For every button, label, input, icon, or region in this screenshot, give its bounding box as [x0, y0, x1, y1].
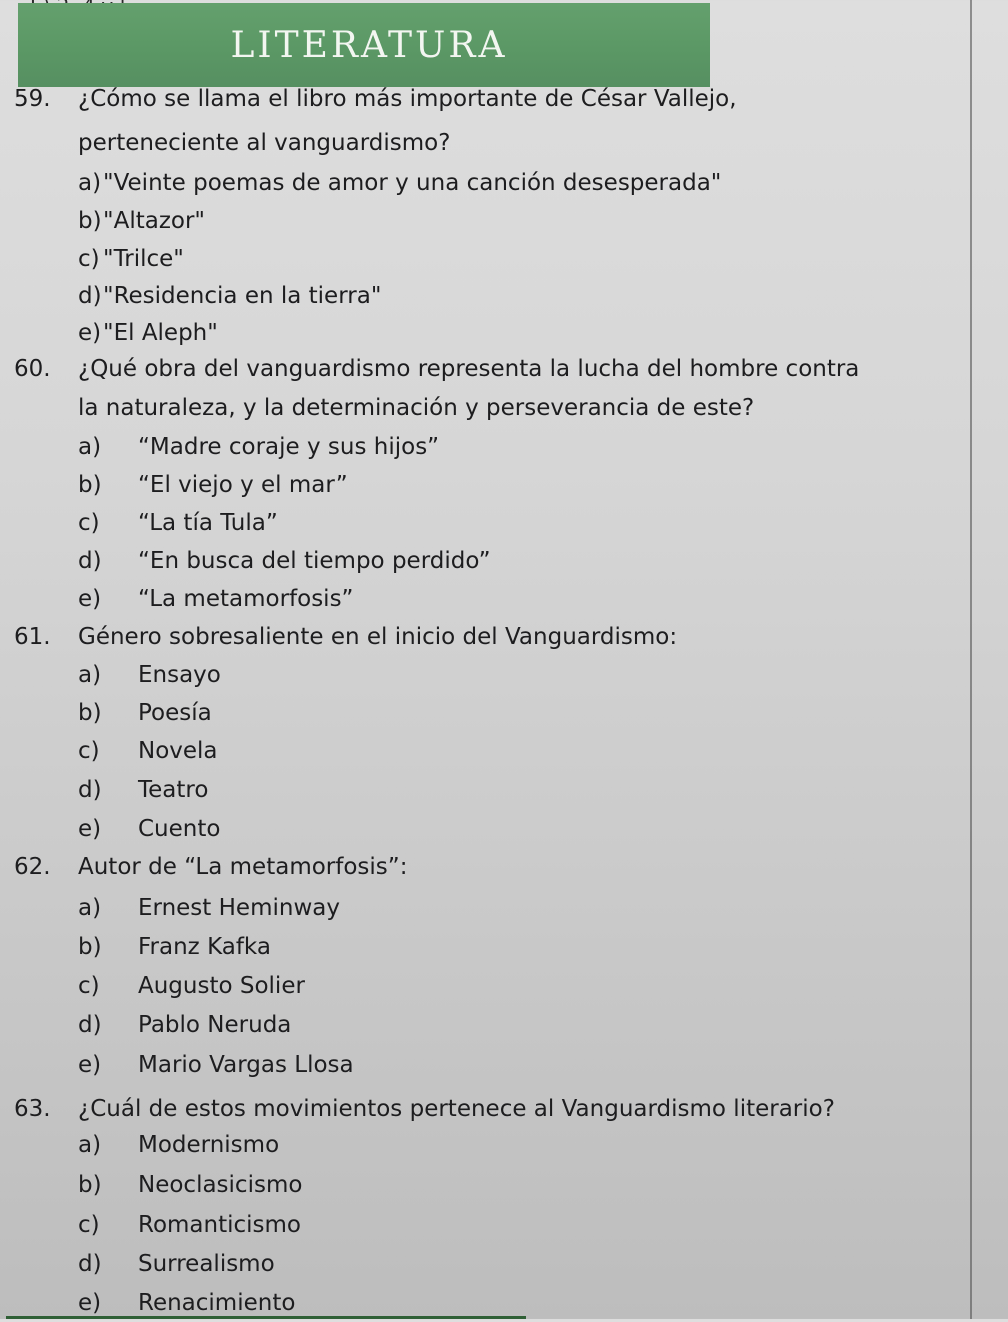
option-letter: b)	[78, 1172, 102, 1198]
option-63-b[interactable]	[78, 1166, 302, 1204]
option-letter: a)	[78, 434, 102, 460]
question-63	[14, 1090, 835, 1128]
option-61-a[interactable]	[78, 656, 221, 694]
option-text: Poesía	[138, 700, 212, 726]
option-text: "Residencia en la tierra"	[103, 283, 382, 309]
option-62-a[interactable]	[78, 889, 340, 927]
option-60-b[interactable]	[78, 466, 348, 504]
option-text: Cuento	[138, 816, 221, 842]
option-text: "El Aleph"	[103, 320, 218, 346]
option-text: Teatro	[138, 777, 209, 803]
option-60-c[interactable]	[78, 504, 278, 542]
option-61-b[interactable]	[78, 694, 212, 732]
option-61-e[interactable]	[78, 810, 220, 848]
option-text: Novela	[138, 738, 218, 764]
option-text: Romanticismo	[138, 1212, 301, 1238]
option-letter: c)	[78, 510, 100, 536]
option-61-c[interactable]	[78, 732, 218, 770]
question-text-continued: perteneciente al vanguardismo?	[78, 130, 451, 156]
option-62-e[interactable]	[78, 1046, 354, 1084]
option-letter: e)	[78, 1052, 102, 1078]
option-text: Pablo Neruda	[138, 1012, 292, 1038]
option-59-a[interactable]	[78, 164, 721, 202]
option-text: "Veinte poemas de amor y una canción desesperada"	[103, 170, 722, 196]
option-letter: b)	[78, 472, 102, 498]
option-letter: b)	[78, 208, 102, 234]
question-text-continued: la naturaleza, y la determinación y perseverancia de este?	[78, 395, 755, 421]
option-text: “La metamorfosis”	[138, 586, 354, 612]
option-text: Modernismo	[138, 1132, 280, 1158]
option-letter: c)	[78, 246, 100, 272]
option-letter: a)	[78, 1132, 102, 1158]
option-letter: b)	[78, 934, 102, 960]
option-letter: c)	[78, 973, 100, 999]
option-letter: d)	[78, 1012, 102, 1038]
option-text: Franz Kafka	[138, 934, 271, 960]
question-number: 61.	[14, 624, 51, 650]
option-letter: e)	[78, 816, 102, 842]
option-text: "Altazor"	[103, 208, 205, 234]
option-letter: c)	[78, 738, 100, 764]
option-text: Ensayo	[138, 662, 221, 688]
option-letter: a)	[78, 895, 102, 921]
question-number: 62.	[14, 854, 51, 880]
option-text: "Trilce"	[103, 246, 184, 272]
option-letter: c)	[78, 1212, 100, 1238]
option-letter: a)	[78, 170, 102, 196]
option-60-d[interactable]	[78, 542, 491, 580]
option-text: Renacimiento	[138, 1290, 296, 1316]
option-59-d[interactable]	[78, 277, 381, 315]
question-59	[14, 80, 737, 118]
option-59-b[interactable]	[78, 202, 205, 240]
option-63-a[interactable]	[78, 1126, 279, 1164]
question-text: Género sobresaliente en el inicio del Vanguardismo:	[78, 624, 678, 650]
option-59-e[interactable]	[78, 314, 218, 352]
option-text: Ernest Heminway	[138, 895, 340, 921]
option-text: Augusto Solier	[138, 973, 305, 999]
question-text: ¿Cuál de estos movimientos pertenece al Vanguardismo literario?	[78, 1096, 835, 1122]
question-61	[14, 618, 677, 656]
option-60-a[interactable]	[78, 428, 439, 466]
question-text: Autor de “La metamorfosis”:	[78, 854, 408, 880]
option-text: Neoclasicismo	[138, 1172, 303, 1198]
question-60	[14, 350, 859, 388]
question-text: ¿Qué obra del vanguardismo representa la lucha del hombre contra	[78, 356, 860, 382]
option-letter: e)	[78, 1290, 102, 1316]
question-number: 63.	[14, 1096, 51, 1122]
option-59-c[interactable]	[78, 240, 184, 278]
option-letter: d)	[78, 548, 102, 574]
question-number: 60.	[14, 356, 51, 382]
option-63-d[interactable]	[78, 1245, 275, 1283]
option-letter: d)	[78, 1251, 102, 1277]
option-text: “En busca del tiempo perdido”	[138, 548, 491, 574]
option-text: “Madre coraje y sus hijos”	[138, 434, 440, 460]
option-letter: d)	[78, 777, 102, 803]
option-letter: d)	[78, 283, 102, 309]
option-text: Surrealismo	[138, 1251, 275, 1277]
question-text: ¿Cómo se llama el libro más importante de César Vallejo,	[78, 86, 737, 112]
option-60-e[interactable]	[78, 580, 353, 618]
option-62-c[interactable]	[78, 967, 305, 1005]
option-62-b[interactable]	[78, 928, 271, 966]
option-letter: b)	[78, 700, 102, 726]
option-letter: e)	[78, 320, 102, 346]
option-letter: a)	[78, 662, 102, 688]
option-61-d[interactable]	[78, 771, 208, 809]
option-63-c[interactable]	[78, 1206, 301, 1244]
section-title: LITERATURA	[230, 24, 508, 66]
question-62	[14, 848, 407, 886]
question-number: 59.	[14, 86, 51, 112]
option-62-d[interactable]	[78, 1006, 291, 1044]
option-text: “El viejo y el mar”	[138, 472, 348, 498]
option-letter: e)	[78, 586, 102, 612]
option-text: Mario Vargas Llosa	[138, 1052, 354, 1078]
option-text: “La tía Tula”	[138, 510, 278, 536]
